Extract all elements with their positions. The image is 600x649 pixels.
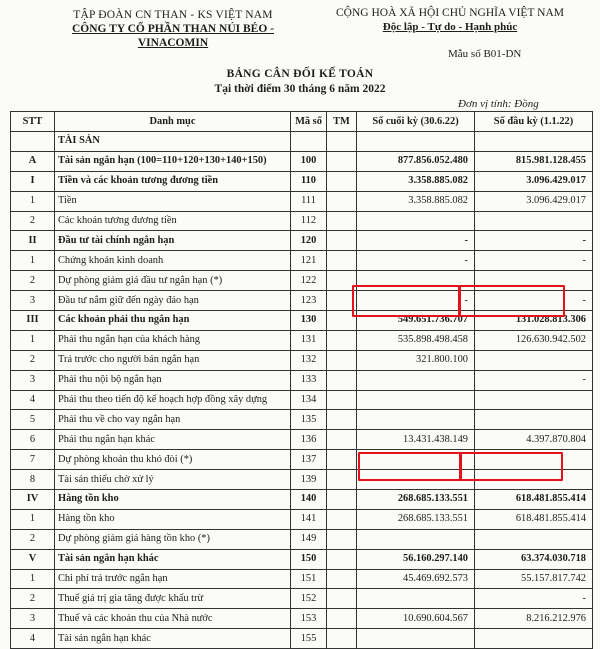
row-code: 139 — [291, 470, 327, 490]
row-category: Dự phòng khoản thu khó đòi (*) — [55, 450, 291, 470]
row-start-balance: 618.481.855.414 — [475, 490, 593, 510]
document-title: BẢNG CÂN ĐỐI KẾ TOÁN — [226, 68, 374, 80]
row-stt — [11, 132, 55, 152]
row-end-balance — [357, 629, 475, 649]
row-note — [327, 430, 357, 450]
table-row — [11, 430, 593, 450]
row-end-balance: 56.160.297.140 — [357, 549, 475, 569]
row-end-balance — [357, 211, 475, 231]
row-code: 136 — [291, 430, 327, 450]
row-stt: V — [11, 549, 55, 569]
highlight-box-inventory-end — [358, 452, 462, 481]
row-stt: 1 — [11, 191, 55, 211]
row-start-balance: 126.630.942.502 — [475, 330, 593, 350]
row-code: 137 — [291, 450, 327, 470]
table-row — [11, 151, 593, 171]
table-row — [11, 251, 593, 271]
row-category: TÀI SẢN — [55, 132, 291, 152]
form-number: Mẫu số B01-DN — [448, 48, 522, 60]
row-note — [327, 231, 357, 251]
national-motto: Độc lập - Tự do - Hạnh phúc — [382, 21, 518, 33]
row-category: Phải thu về cho vay ngắn hạn — [55, 410, 291, 430]
row-stt: 1 — [11, 330, 55, 350]
row-stt: 2 — [11, 350, 55, 370]
row-category: Thuế và các khoản thu của Nhà nước — [55, 609, 291, 629]
column-header-stt: STT — [11, 112, 55, 132]
row-category: Tài sản thiếu chờ xử lý — [55, 470, 291, 490]
row-end-balance: 877.856.052.480 — [357, 151, 475, 171]
row-stt: II — [11, 231, 55, 251]
row-code: 152 — [291, 589, 327, 609]
row-start-balance: 4.397.870.804 — [475, 430, 593, 450]
row-end-balance — [357, 529, 475, 549]
group-name: TẬP ĐOÀN CN THAN - KS VIỆT NAM — [73, 9, 273, 21]
issuer-block — [48, 8, 298, 50]
row-code — [291, 132, 327, 152]
row-end-balance: 45.469.692.573 — [357, 569, 475, 589]
row-start-balance — [475, 132, 593, 152]
row-category: Hàng tồn kho — [55, 509, 291, 529]
row-category: Đầu tư tài chính ngắn hạn — [55, 231, 291, 251]
row-note — [327, 390, 357, 410]
row-code: 122 — [291, 271, 327, 291]
row-start-balance — [475, 350, 593, 370]
row-end-balance — [357, 410, 475, 430]
row-stt: IV — [11, 490, 55, 510]
row-end-balance: 549.651.736.707 — [357, 311, 475, 331]
row-end-balance: - — [357, 251, 475, 271]
row-category: Tiền — [55, 191, 291, 211]
row-stt: 2 — [11, 589, 55, 609]
table-header-row — [11, 112, 593, 132]
row-note — [327, 490, 357, 510]
row-category: Tài sản ngắn hạn khác — [55, 629, 291, 649]
row-stt: 4 — [11, 629, 55, 649]
table-row — [11, 490, 593, 510]
national-header — [315, 6, 585, 34]
row-start-balance: - — [475, 231, 593, 251]
row-note — [327, 330, 357, 350]
highlight-box-inventory-start — [459, 452, 563, 481]
row-code: 140 — [291, 490, 327, 510]
row-stt: 8 — [11, 470, 55, 490]
row-start-balance: 815.981.128.455 — [475, 151, 593, 171]
row-start-balance: - — [475, 589, 593, 609]
row-start-balance: 618.481.855.414 — [475, 509, 593, 529]
row-stt: 3 — [11, 609, 55, 629]
country-name: CỘNG HOÀ XÃ HỘI CHỦ NGHĨA VIỆT NAM — [336, 7, 564, 19]
table-row — [11, 609, 593, 629]
row-end-balance — [357, 589, 475, 609]
row-code: 110 — [291, 171, 327, 191]
row-start-balance: 3.096.429.017 — [475, 191, 593, 211]
row-stt: 1 — [11, 569, 55, 589]
row-category: Dự phòng giảm giá đầu tư ngắn hạn (*) — [55, 271, 291, 291]
row-stt: III — [11, 311, 55, 331]
row-start-balance: 55.157.817.742 — [475, 569, 593, 589]
table-row — [11, 350, 593, 370]
row-code: 131 — [291, 330, 327, 350]
row-category: Tài sản ngắn hạn (100=110+120+130+140+150) — [55, 151, 291, 171]
row-start-balance — [475, 211, 593, 231]
row-stt: A — [11, 151, 55, 171]
row-note — [327, 350, 357, 370]
row-start-balance: 3.096.429.017 — [475, 171, 593, 191]
row-category: Đầu tư nắm giữ đến ngày đáo hạn — [55, 291, 291, 311]
row-stt: 3 — [11, 370, 55, 390]
row-code: 121 — [291, 251, 327, 271]
row-end-balance: 13.431.438.149 — [357, 430, 475, 450]
row-end-balance — [357, 390, 475, 410]
row-note — [327, 211, 357, 231]
row-note — [327, 529, 357, 549]
column-header-end-balance: Số cuối kỳ (30.6.22) — [357, 112, 475, 132]
company-name: CÔNG TY CỔ PHẦN THAN NÚI BÉO -VINACOMIN — [71, 23, 274, 49]
table-row — [11, 370, 593, 390]
row-end-balance: - — [357, 291, 475, 311]
row-stt: 6 — [11, 430, 55, 450]
row-stt: I — [11, 171, 55, 191]
row-code: 112 — [291, 211, 327, 231]
table-row — [11, 529, 593, 549]
row-code: 153 — [291, 609, 327, 629]
column-header-category: Danh mục — [55, 112, 291, 132]
row-note — [327, 629, 357, 649]
currency-unit: Đơn vị tính: Đồng — [458, 98, 539, 110]
row-category: Tiền và các khoản tương đương tiền — [55, 171, 291, 191]
row-note — [327, 410, 357, 430]
row-stt: 2 — [11, 529, 55, 549]
document-subtitle: Tại thời điểm 30 tháng 6 năm 2022 — [214, 83, 386, 95]
row-note — [327, 509, 357, 529]
row-code: 135 — [291, 410, 327, 430]
row-code: 151 — [291, 569, 327, 589]
row-note — [327, 470, 357, 490]
row-code: 134 — [291, 390, 327, 410]
row-code: 111 — [291, 191, 327, 211]
row-end-balance — [357, 370, 475, 390]
table-row — [11, 132, 593, 152]
row-stt: 3 — [11, 291, 55, 311]
row-start-balance — [475, 529, 593, 549]
row-category: Tài sản ngắn hạn khác — [55, 549, 291, 569]
table-row — [11, 589, 593, 609]
row-code: 100 — [291, 151, 327, 171]
row-end-balance: 268.685.133.551 — [357, 490, 475, 510]
row-end-balance: 3.358.885.082 — [357, 171, 475, 191]
row-note — [327, 609, 357, 629]
row-stt: 2 — [11, 271, 55, 291]
table-row — [11, 390, 593, 410]
table-row — [11, 410, 593, 430]
table-row — [11, 569, 593, 589]
row-stt: 5 — [11, 410, 55, 430]
balance-sheet-table — [10, 111, 593, 649]
row-note — [327, 132, 357, 152]
row-code: 150 — [291, 549, 327, 569]
row-category: Chi phí trả trước ngắn hạn — [55, 569, 291, 589]
row-start-balance: 63.374.030.718 — [475, 549, 593, 569]
row-category: Hàng tồn kho — [55, 490, 291, 510]
row-category: Trả trước cho người bán ngắn hạn — [55, 350, 291, 370]
row-category: Phải thu nội bộ ngắn hạn — [55, 370, 291, 390]
table-row — [11, 330, 593, 350]
row-note — [327, 450, 357, 470]
row-category: Phải thu ngắn hạn khác — [55, 430, 291, 450]
row-stt: 1 — [11, 509, 55, 529]
row-start-balance — [475, 629, 593, 649]
row-start-balance: 131.028.813.306 — [475, 311, 593, 331]
row-note — [327, 251, 357, 271]
column-header-start-balance: Số đầu kỳ (1.1.22) — [475, 112, 593, 132]
row-category: Thuế giá trị gia tăng được khấu trừ — [55, 589, 291, 609]
row-end-balance: 10.690.604.567 — [357, 609, 475, 629]
row-note — [327, 589, 357, 609]
row-stt: 2 — [11, 211, 55, 231]
table-row — [11, 191, 593, 211]
table-row — [11, 549, 593, 569]
row-code: 141 — [291, 509, 327, 529]
row-start-balance: - — [475, 251, 593, 271]
row-code: 123 — [291, 291, 327, 311]
row-start-balance: - — [475, 291, 593, 311]
row-end-balance: 321.800.100 — [357, 350, 475, 370]
row-category: Các khoản phải thu ngắn hạn — [55, 311, 291, 331]
highlight-box-receivables-end — [352, 285, 460, 317]
row-code: 155 — [291, 629, 327, 649]
row-note — [327, 191, 357, 211]
row-code: 149 — [291, 529, 327, 549]
row-start-balance: - — [475, 370, 593, 390]
table-row — [11, 509, 593, 529]
row-start-balance — [475, 390, 593, 410]
row-end-balance — [357, 132, 475, 152]
table-row — [11, 231, 593, 251]
row-note — [327, 171, 357, 191]
row-stt: 7 — [11, 450, 55, 470]
row-category: Các khoản tương đương tiền — [55, 211, 291, 231]
row-note — [327, 549, 357, 569]
row-end-balance: - — [357, 231, 475, 251]
row-category: Chứng khoán kinh doanh — [55, 251, 291, 271]
row-note — [327, 370, 357, 390]
row-category: Dự phòng giảm giá hàng tồn kho (*) — [55, 529, 291, 549]
table-row — [11, 171, 593, 191]
highlight-box-receivables-start — [459, 285, 565, 317]
column-header-note: TM — [327, 112, 357, 132]
row-end-balance: 3.358.885.082 — [357, 191, 475, 211]
row-note — [327, 151, 357, 171]
row-category: Phải thu ngắn hạn của khách hàng — [55, 330, 291, 350]
row-start-balance — [475, 410, 593, 430]
row-stt: 1 — [11, 251, 55, 271]
row-stt: 4 — [11, 390, 55, 410]
row-code: 120 — [291, 231, 327, 251]
row-note — [327, 569, 357, 589]
column-header-code: Mã số — [291, 112, 327, 132]
row-end-balance: 535.898.498.458 — [357, 330, 475, 350]
row-code: 133 — [291, 370, 327, 390]
row-code: 132 — [291, 350, 327, 370]
table-row — [11, 211, 593, 231]
row-category: Phải thu theo tiến độ kế hoạch hợp đồng xây dựng — [55, 390, 291, 410]
row-code: 130 — [291, 311, 327, 331]
row-start-balance: 8.216.212.976 — [475, 609, 593, 629]
row-end-balance: 268.685.133.551 — [357, 509, 475, 529]
table-row — [11, 629, 593, 649]
